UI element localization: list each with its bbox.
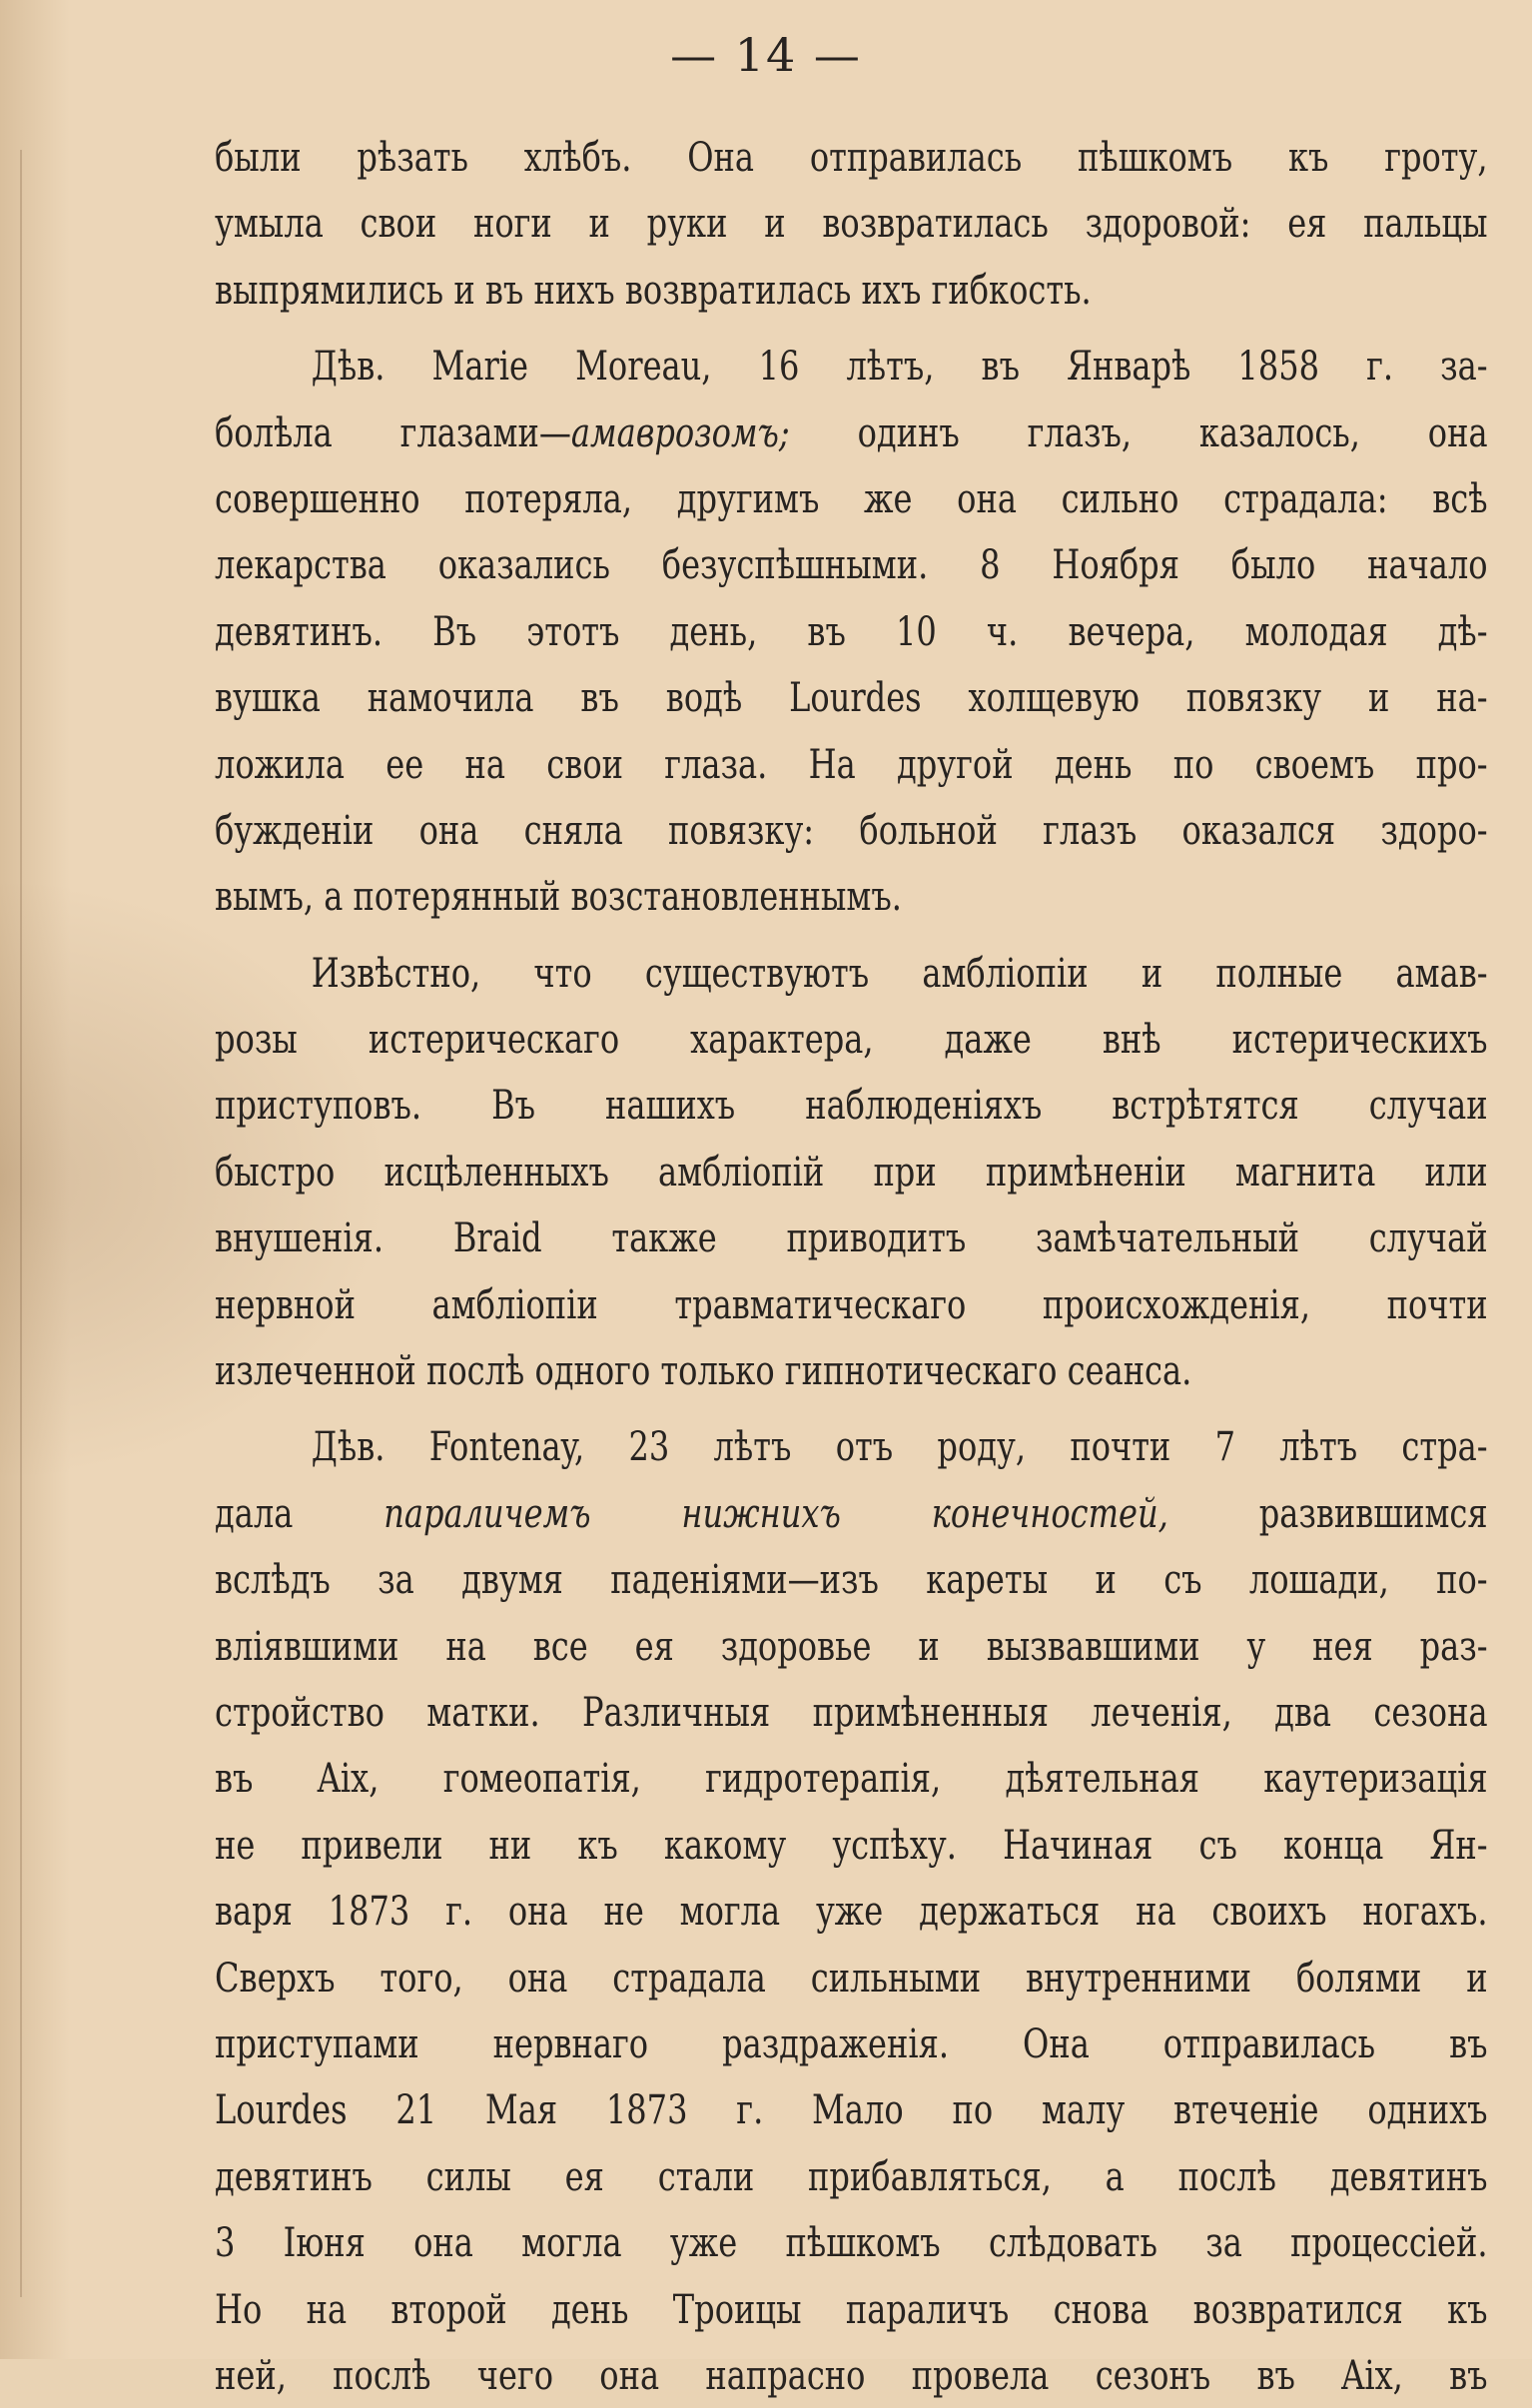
page-body bbox=[215, 124, 1488, 2408]
text-line: нервной амбліопіи травматическаго происхожденія, почти bbox=[215, 1279, 1488, 1328]
text-line: приступовъ. Въ нашихъ наблюденіяхъ встрѣтятся случаи bbox=[215, 1081, 1488, 1130]
text-line: Сверхъ того, она страдала сильными внутренними болями и bbox=[215, 1953, 1488, 2002]
text-line: Lourdes 21 Мая 1873 г. Мало по малу втеченіе однихъ bbox=[215, 2085, 1488, 2134]
text-line: лекарства оказались безуспѣшными. 8 Ноября было начало bbox=[215, 540, 1488, 589]
text-line: внушенія. Braid также приводитъ замѣчательный случай bbox=[215, 1213, 1488, 1262]
text-line: Дѣв. Fontenay, 23 лѣтъ отъ роду, почти 7 лѣтъ стра- bbox=[311, 1422, 1488, 1471]
binding-shadow bbox=[20, 150, 22, 2297]
text-line-with-italic bbox=[215, 1480, 1488, 1546]
text-line: розы истерическаго характера, даже внѣ истерическихъ bbox=[215, 1015, 1488, 1064]
text-line: девятинъ силы ея стали прибавляться, а послѣ девятинъ bbox=[215, 2151, 1488, 2200]
italic-term: параличемъ нижнихъ конечностей, bbox=[383, 1488, 1168, 1537]
text-line: приступами нервнаго раздраженія. Она отправилась въ bbox=[215, 2018, 1488, 2067]
text-line: ней, послѣ чего она напрасно провела сезонъ въ Aix, въ bbox=[215, 2350, 1488, 2399]
text-line: вліявшими на все ея здоровье и вызвавшими у нея раз- bbox=[215, 1621, 1488, 1670]
text-line: умыла свои ноги и руки и возвратилась здоровой: ея пальцы bbox=[215, 199, 1488, 248]
text-line: въ Aix, гомеопатія, гидротерапія, дѣятельная каутеризація bbox=[215, 1754, 1488, 1803]
page-number: — 14 — bbox=[670, 28, 862, 82]
text-line: бужденіи она сняла повязку: больной глазъ оказался здоро- bbox=[215, 805, 1488, 854]
text-line: совершенно потеряла, другимъ же она сильно страдала: всѣ bbox=[215, 473, 1488, 522]
text-segment: развившимся bbox=[1167, 1488, 1488, 1537]
text-line: ложила ее на свои глаза. На другой день по своемъ про- bbox=[215, 739, 1488, 788]
text-line: выпрямились и въ нихъ возвратилась ихъ гибкость. bbox=[215, 265, 1092, 314]
text-line: 3 Іюня она могла уже пѣшкомъ слѣдовать за процессіей. bbox=[215, 2218, 1488, 2267]
text-line: не привели ни къ какому успѣху. Начиная съ конца Ян- bbox=[215, 1820, 1488, 1869]
text-line: были рѣзать хлѣбъ. Она отправилась пѣшкомъ къ гроту, bbox=[215, 133, 1488, 181]
text-line: стройство матки. Различныя примѣненныя леченія, два сезона bbox=[215, 1687, 1488, 1736]
text-line: быстро исцѣленныхъ амбліопій при примѣненіи магнита или bbox=[215, 1147, 1488, 1196]
italic-term: амаврозомъ; bbox=[570, 407, 790, 456]
text-line: варя 1873 г. она не могла уже держаться на своихъ ногахъ. bbox=[215, 1887, 1488, 1936]
text-line-with-italic bbox=[215, 400, 1488, 465]
text-line: Но на второй день Троицы параличъ снова возвратился къ bbox=[215, 2284, 1488, 2333]
text-segment: одинъ глазъ, казалось, она bbox=[789, 407, 1488, 456]
text-segment: болѣла глазами— bbox=[215, 407, 571, 456]
text-line: Извѣстно, что существуютъ амбліопіи и полные амав- bbox=[311, 948, 1488, 997]
text-line: вымъ, а потерянный возстановленнымъ. bbox=[215, 872, 902, 921]
text-line: девятинъ. Въ этотъ день, въ 10 ч. вечера, молодая дѣ- bbox=[215, 606, 1488, 655]
text-line: Дѣв. Marie Moreau, 16 лѣтъ, въ Январѣ 1858 г. за- bbox=[311, 342, 1488, 391]
text-segment: дала bbox=[215, 1488, 384, 1537]
text-line: излеченной послѣ одного только гипнотическаго сеанса. bbox=[215, 1346, 1192, 1395]
text-line: вушка намочила въ водѣ Lourdes холщевую повязку и на- bbox=[215, 673, 1488, 722]
text-line: вслѣдъ за двумя паденіями—изъ кареты и съ лошади, по- bbox=[215, 1555, 1488, 1604]
